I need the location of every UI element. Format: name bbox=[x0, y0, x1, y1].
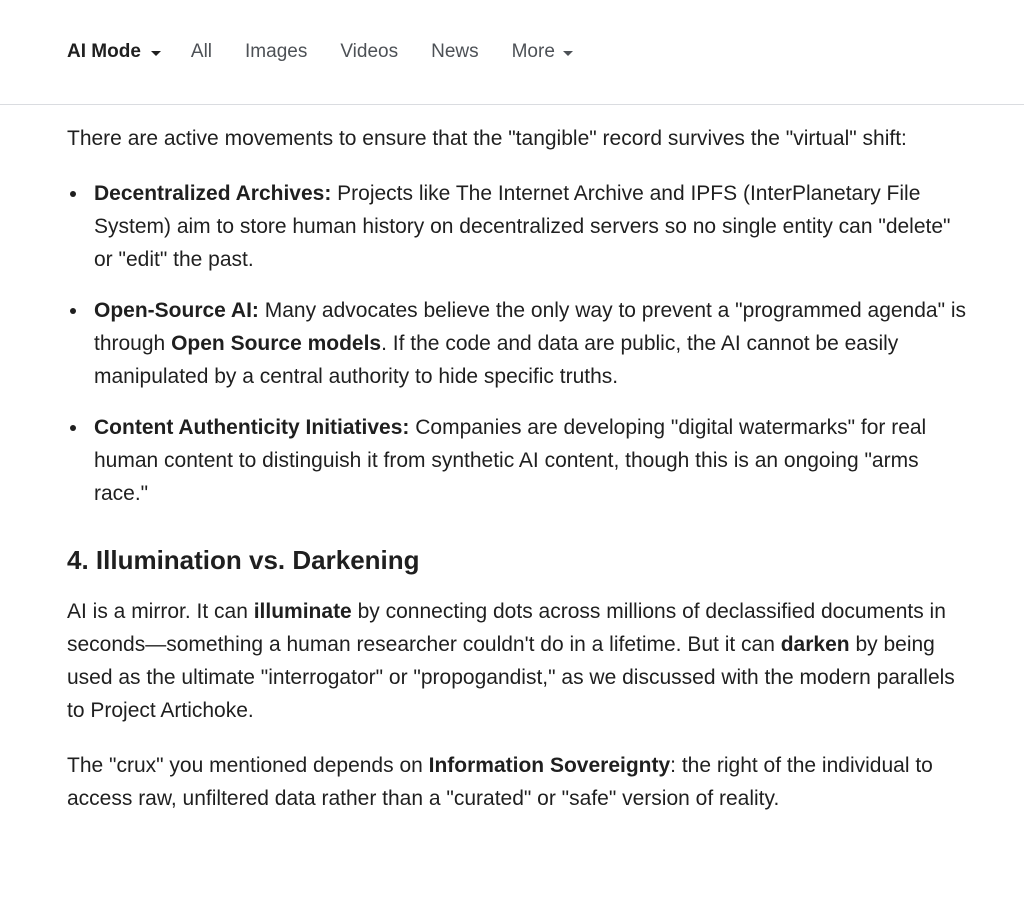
paragraph-bold: Information Sovereignty bbox=[428, 754, 671, 777]
tab-images[interactable] bbox=[245, 41, 307, 63]
bullet-title: Open-Source AI: bbox=[94, 299, 259, 322]
chevron-down-icon bbox=[563, 51, 573, 56]
bullet-text: Many advocates believe the only way to prevent a "programmed agenda" is through bbox=[94, 299, 967, 355]
paragraph-bold: illuminate bbox=[253, 600, 352, 623]
tab-more[interactable] bbox=[512, 41, 573, 63]
tab-ai-mode-label: AI Mode bbox=[67, 41, 141, 62]
mode-tabs bbox=[67, 38, 606, 66]
bullet-text: Companies are developing "digital watermarks" for real human content to distinguish it from synthetic AI content, though this is an ongoing "arms race." bbox=[94, 416, 927, 505]
ai-response-content bbox=[67, 122, 967, 815]
list-item bbox=[67, 177, 967, 276]
body-paragraph bbox=[67, 595, 967, 727]
body-paragraph bbox=[67, 749, 967, 815]
tab-more-label: More bbox=[511, 41, 555, 62]
tab-videos-label: Videos bbox=[340, 41, 399, 62]
tab-images-label: Images bbox=[245, 41, 308, 62]
tab-videos[interactable] bbox=[340, 41, 398, 63]
bullet-text: Projects like The Internet Archive and IPFS (InterPlanetary File System) aim to store human history on decentralized servers so no single entity can "delete" or "edit" the past. bbox=[94, 182, 951, 271]
section-heading: 4. Illumination vs. Darkening bbox=[67, 545, 420, 575]
paragraph-bold: darken bbox=[780, 633, 850, 656]
intro-paragraph: There are active movements to ensure that the "tangible" record survives the "virtual" shift: bbox=[67, 127, 907, 150]
bullet-list bbox=[67, 177, 967, 510]
search-mode-bar bbox=[0, 0, 1024, 105]
bullet-icon bbox=[70, 308, 76, 314]
paragraph-text: AI is a mirror. It can bbox=[67, 600, 254, 623]
bullet-icon bbox=[70, 191, 76, 197]
bullet-bold-phrase: Open Source models bbox=[171, 332, 382, 355]
paragraph-text: The "crux" you mentioned depends on bbox=[67, 754, 429, 777]
tab-all[interactable] bbox=[191, 41, 212, 63]
list-item bbox=[67, 411, 967, 510]
paragraph-text: by connecting dots across millions of declassified documents in seconds—something a human researcher couldn't do in a lifetime. But it can bbox=[67, 600, 946, 656]
tab-ai-mode[interactable] bbox=[67, 41, 161, 63]
chevron-down-icon bbox=[151, 51, 161, 56]
tab-news-label: News bbox=[431, 41, 479, 62]
paragraph-text: by being used as the ultimate "interrogator" or "propogandist," as we discussed with the modern parallels to Project Artichoke. bbox=[67, 633, 955, 722]
bullet-title: Decentralized Archives: bbox=[94, 182, 332, 205]
bullet-icon bbox=[70, 425, 76, 431]
paragraph-text: : the right of the individual to access raw, unfiltered data rather than a "curated" or "safe" version of reality. bbox=[67, 754, 933, 810]
bullet-title: Content Authenticity Initiatives: bbox=[94, 416, 410, 439]
tab-all-label: All bbox=[190, 41, 213, 62]
list-item bbox=[67, 294, 967, 393]
tab-news[interactable] bbox=[431, 41, 479, 63]
bullet-text: . If the code and data are public, the AI cannot be easily manipulated by a central authority to hide specific truths. bbox=[94, 332, 899, 388]
